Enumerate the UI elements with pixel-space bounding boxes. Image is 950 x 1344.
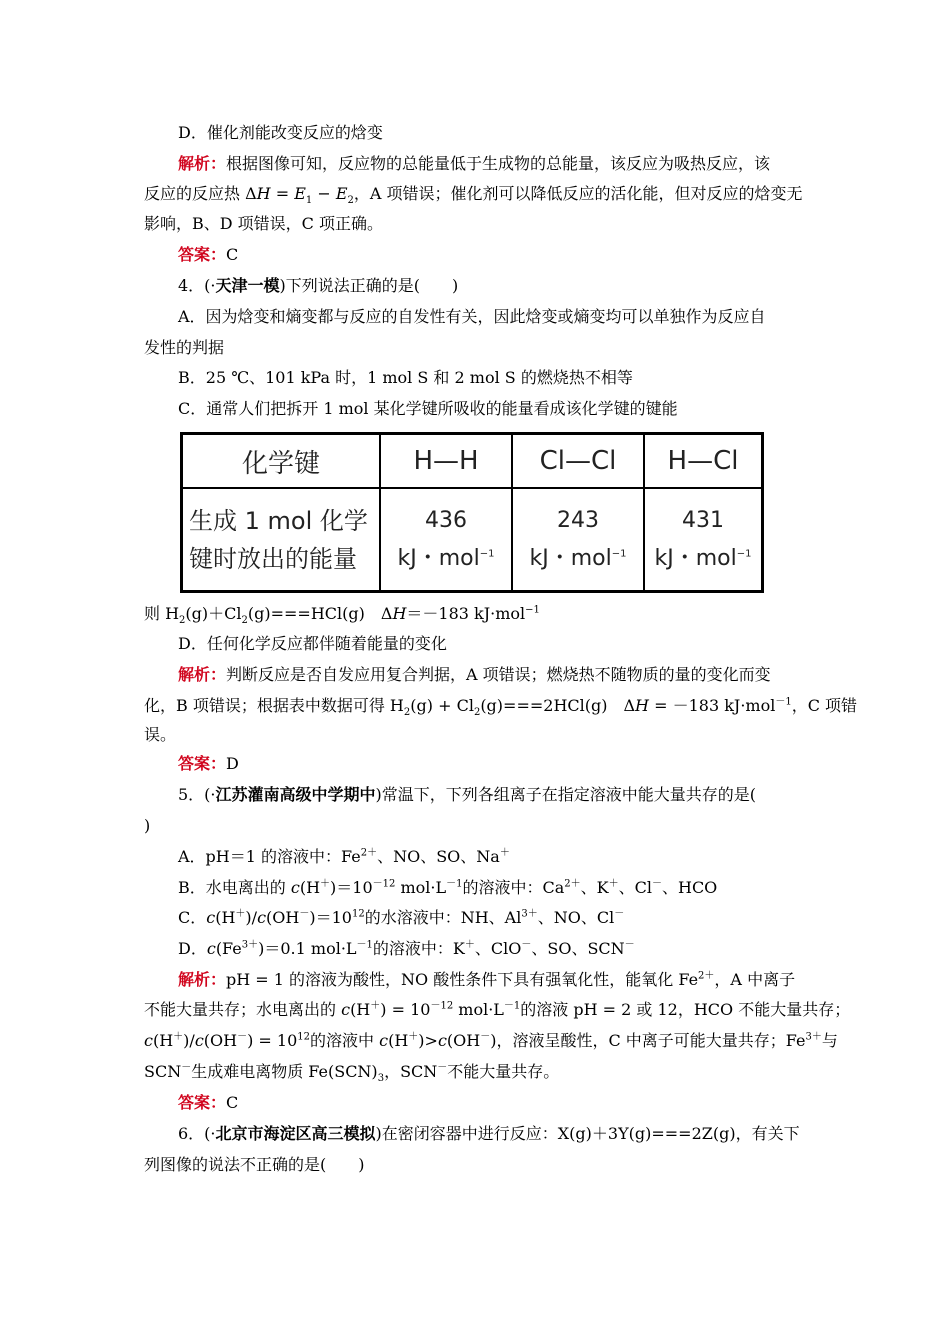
q3-option-d: D．催化剂能改变反应的焓变 xyxy=(178,123,383,142)
analysis-label: 解析： xyxy=(178,665,227,684)
q5-stem: 5．(·江苏灌南高级中学期中)常温下，下列各组离子在指定溶液中能大量共存的是( xyxy=(178,785,757,804)
table-header-cell: H—Cl xyxy=(644,434,763,489)
answer-label: 答案： xyxy=(178,1093,227,1112)
question-source: 北京市海淀区高三模拟 xyxy=(215,1124,376,1143)
table-row-label: 生成 1 mol 化学 键时放出的能量 xyxy=(182,488,381,592)
answer-value: C xyxy=(226,1093,239,1112)
q5-option-d: D．$c(Fe^{3+})=0.1$ $mol\cdot L^{-1}$的溶液中：K＋、ClO－、SO、SCN－ xyxy=(178,939,635,958)
q4-answer xyxy=(178,753,239,775)
q4-analysis-line-1: 解析：判断反应是否自发应用复合判据，A 项错误；燃烧热不随物质的量的变化而变 xyxy=(178,665,771,684)
table-cell: 243 kJ・mol$^{-1}$ xyxy=(512,488,644,592)
q3-analysis-line-1: 解析：根据图像可知，反应物的总能量低于生成物的总能量，该反应为吸热反应，该 xyxy=(178,154,771,173)
q4-option-a-cont: 发性的判据 xyxy=(144,338,225,357)
table-header-cell: H—H xyxy=(380,434,512,489)
q3-answer xyxy=(178,244,238,266)
q5-analysis-line-3: $c(H^+)/c(OH^-) = 10^{12}$的溶液中 c(H＋)>c(OH－)，溶液呈酸性，C 中离子可能大量共存；$Fe^{3+}$与 xyxy=(144,1031,838,1050)
table-header-cell: Cl—Cl xyxy=(512,434,644,489)
analysis-label: 解析： xyxy=(178,970,227,989)
q5-stem-cont: ) xyxy=(144,816,151,835)
question-source: 天津一模 xyxy=(215,276,280,295)
bond-energy-table xyxy=(180,432,764,593)
table-row xyxy=(182,488,763,592)
q4-analysis-line-2: 化，B 项错误；根据表中数据可得 $H_2(g) + Cl_2(g)===2HCl(g)$ ΔH = －183 kJ·mol$^{-1}$，C 项错 xyxy=(144,696,858,719)
q3-analysis-line-3: 影响，B、D 项错误，C 项正确。 xyxy=(144,214,384,233)
table-cell: 431 kJ・mol$^{-1}$ xyxy=(644,488,763,592)
q5-option-a: A．pH＝1 的溶液中：$Fe^{2+}$、NO、SO、Na＋ xyxy=(178,847,510,866)
table-row xyxy=(182,434,763,489)
q4-option-c: C．通常人们把拆开 1 mol 某化学键所吸收的能量看成该化学键的键能 xyxy=(178,399,678,418)
q4-analysis-line-3: 误。 xyxy=(144,725,177,744)
analysis-label: 解析： xyxy=(178,154,227,173)
table-header-cell: 化学键 xyxy=(182,434,381,489)
q5-analysis-line-4: SCN－生成难电离物质 $Fe(SCN)_3$，SCN－不能大量共存。 xyxy=(144,1062,560,1085)
question-source: 江苏灌南高级中学期中 xyxy=(215,785,376,804)
q5-answer xyxy=(178,1092,238,1114)
answer-value: D xyxy=(226,754,239,773)
answer-label: 答案： xyxy=(178,245,227,264)
q5-option-b: B．水电离出的 $c(H^+)=10^{-12}$ $mol\cdot L^{-1}$的溶液中：$Ca^{2+}$、K＋、Cl－、HCO xyxy=(178,878,718,897)
table-cell: 436 kJ・mol$^{-1}$ xyxy=(380,488,512,592)
q5-option-c: C．$c(H^+)/c(OH^-)=10^{12}$的水溶液中：NH、$Al^{3+}$、NO、Cl－ xyxy=(178,908,625,927)
q3-analysis-line-2: 反应的反应热 $\Delta H = E_1 - E_2$，A 项错误；催化剂可以降低反应的活化能，但对反应的焓变无 xyxy=(144,184,803,207)
q4-option-a: A．因为焓变和熵变都与反应的自发性有关，因此焓变或熵变均可以单独作为反应自 xyxy=(178,307,766,326)
answer-label: 答案： xyxy=(178,754,227,773)
q5-analysis-line-2: 不能大量共存；水电离出的 $c(H^+) = 10^{-12}$ $mol\cdot L^{-1}$的溶液 pH = 2 或 12，HCO 不能大量共存； xyxy=(144,1000,851,1019)
q6-stem: 6．(·北京市海淀区高三模拟)在密闭容器中进行反应：X(g)＋3Y(g)===2Z(g)，有关下 xyxy=(178,1124,800,1143)
q6-stem-cont: 列图像的说法不正确的是( ) xyxy=(144,1155,365,1174)
q5-analysis-line-1: 解析：pH = 1 的溶液为酸性，NO 酸性条件下具有强氧化性，能氧化 $Fe^{2+}$，A 中离子 xyxy=(178,970,796,989)
answer-value: C xyxy=(226,245,239,264)
q4-option-b: B．25 ℃、101 kPa 时，1 mol S 和 2 mol S 的燃烧热不相等 xyxy=(178,368,633,387)
q4-stem: 4．(·天津一模)下列说法正确的是( ) xyxy=(178,276,459,295)
q4-option-d: D．任何化学反应都伴随着能量的变化 xyxy=(178,634,447,653)
q4-equation: 则 $H_2(g)+Cl_2(g)===HCl(g)$ ΔH＝－183 kJ·mol$^{-1}$ xyxy=(144,604,540,627)
